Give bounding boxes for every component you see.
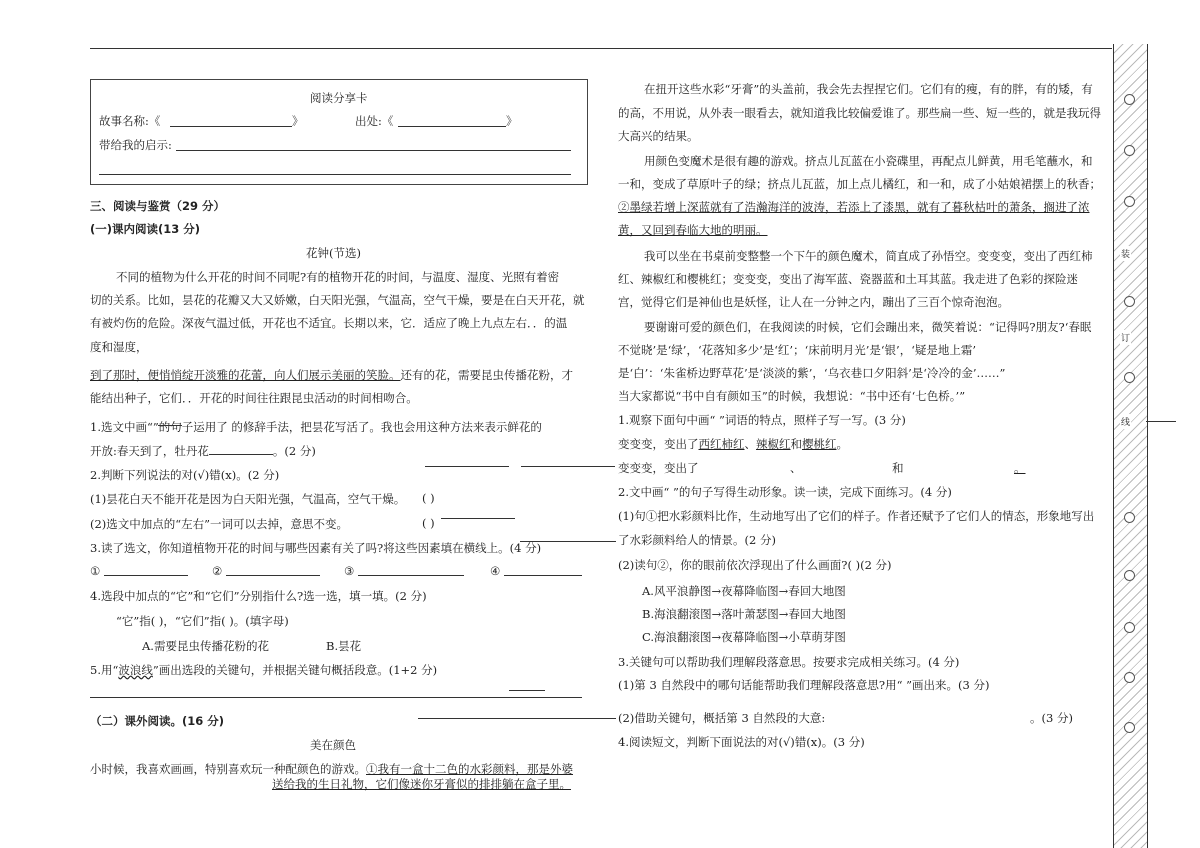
binding-hole-icon xyxy=(1124,512,1135,523)
question-text: 和 xyxy=(790,437,802,451)
underlined-sentence: ①我有一盒十二色的水彩颜料，那是外婆 xyxy=(366,762,573,776)
paragraph-line: 能结出种子，它们．．开花的时间往往跟昆虫活动的时间相吻合。 xyxy=(90,391,418,405)
source-blank[interactable] xyxy=(398,126,506,127)
strike-mark xyxy=(158,425,182,426)
answer-blank[interactable] xyxy=(209,443,273,455)
question-text: 1.选文中画“ xyxy=(90,420,153,434)
blank-label: ① xyxy=(90,564,101,578)
answer-blank[interactable] xyxy=(90,697,582,698)
answer-paren[interactable]: ( ) xyxy=(422,491,435,505)
paragraph-line xyxy=(90,761,573,777)
question-4: 4.阅读短文，判断下面说法的对(√)错(x)。(3 分) xyxy=(618,735,865,749)
answer-blank[interactable] xyxy=(425,466,509,467)
paragraph-line: 大高兴的结果。 xyxy=(618,129,699,143)
wave-line-label: 波浪线 xyxy=(118,663,153,677)
question-text: 开放:春天到了，牡丹花 xyxy=(90,444,209,458)
paragraph-line: 切的关系。比如，昙花的花瓣又大又娇嫩，白天阳光强，气温高，空气干燥，要是在白天开花，就 xyxy=(90,293,585,307)
question-text: 。 xyxy=(836,437,848,451)
answer-blank[interactable] xyxy=(504,575,582,576)
blank-label: ④ xyxy=(490,564,501,578)
question-3-2: (2)借助关键句，概括第 3 自然段的大意: xyxy=(618,711,826,725)
option-a: A.风平浪静图→夜幕降临图→春回大地图 xyxy=(642,584,846,598)
passage2-title: 美在颜色 xyxy=(310,738,356,752)
insight-blank-2[interactable] xyxy=(99,174,571,175)
question-text: 5.用“ xyxy=(90,663,119,677)
binding-hole-icon xyxy=(1124,94,1135,105)
example-sentence xyxy=(618,436,848,452)
story-name-close: 》 xyxy=(292,114,304,128)
underlined-sentence: 送给我的生日礼物，它们像迷你牙膏似的排排躺在盒子里。 xyxy=(272,777,571,791)
blank-label: ③ xyxy=(344,564,355,578)
question-text: ”画出选段的关键句，并根据关键句概括段意。(1+2 分) xyxy=(152,663,438,677)
question-3: 3.读了选文，你知道植物开花的时间与哪些因素有关了吗?将这些因素填在横线上。(4 分) xyxy=(90,541,542,555)
option-b: B.海浪翻滚图→落叶萧瑟图→春回大地图 xyxy=(642,607,846,621)
answer-blank[interactable] xyxy=(358,575,464,576)
question-text: ”的句子运用了 的修辞手法，把昙花写活了。我也会用这种方法来表示鲜花的 xyxy=(152,420,542,434)
binding-hole-icon xyxy=(1124,722,1135,733)
question-2-2: (2)读句②，你的眼前依次浮现出了什么画面?( )(2 分) xyxy=(618,558,892,572)
question-2-2: (2)选文中加点的“左右”一词可以去掉，意思不变。 xyxy=(90,517,349,531)
paragraph-line: 度和湿度， xyxy=(90,340,148,354)
question-1 xyxy=(90,419,542,435)
question-2-1-line2: 了水彩颜料给人的情景。(2 分) xyxy=(618,533,776,547)
source-label: 出处:《 xyxy=(355,114,394,128)
question-2-1: (1)昙花白天不能开花是因为白天阳光强，气温高，空气干燥。 xyxy=(90,492,406,506)
binding-hole-icon xyxy=(1124,296,1135,307)
question-3: 3.关键句可以帮助我们理解段落意思。按要求完成相关练习。(4 分) xyxy=(618,655,960,669)
question-1: 1.观察下面句中画“ ”词语的特点，照样子写一写。(3 分) xyxy=(618,413,906,427)
question-4-line2: “它”指( )，“它们”指( )。(填字母) xyxy=(116,614,289,628)
fill-separator: 和 xyxy=(892,461,904,475)
underlined-sentence: 黄，又回到春临大地的明丽。 xyxy=(618,223,768,237)
binding-hole-icon xyxy=(1124,372,1135,383)
paragraph-line: 一和，变成了草原叶子的绿；挤点儿瓦蓝，加上点儿橘红，和一和，成了小姑娘裙摆上的秋香； xyxy=(618,177,1101,191)
paragraph-line: 当大家都说“书中自有颜如玉”的时候，我想说：“书中还有‘七色桥。’” xyxy=(618,389,966,403)
answer-blank[interactable] xyxy=(104,575,188,576)
underlined-sentence: 到了那时，便悄悄绽开淡雅的花蕾，向人们展示美丽的笑脸。 xyxy=(90,368,401,382)
paragraph-line: 是‘白’：‘朱雀桥边野草花’是‘淡淡的紫’，‘乌衣巷口夕阳斜’是‘冷冷的金’……” xyxy=(618,366,1006,380)
answer-paren[interactable]: ( ) xyxy=(422,516,435,530)
binding-hole-icon xyxy=(1124,570,1135,581)
question-text: 变变变，变出了 xyxy=(618,437,699,451)
underlined-word: 辣椒红 xyxy=(756,437,791,451)
cut-line xyxy=(1146,421,1176,422)
source-close: 》 xyxy=(506,114,518,128)
part2-title: （二）课外阅读。(16 分) xyxy=(90,714,225,728)
binding-label: 线 xyxy=(1120,414,1131,429)
paragraph-line: 的高，不用说，从外表一眼看去，就知道我比较偏爱谁了。那些扁一些、短一些的，就是我玩得 xyxy=(618,106,1101,120)
question-4: 4.选段中加点的“它”和“它们”分别指什么?选一选，填一填。(2 分) xyxy=(90,589,427,603)
passage-title: 花钟(节选) xyxy=(306,246,361,260)
question-2-1: (1)句①把水彩颜料比作，生动地写出了它们的样子。作者还赋予了它们人的情态，形象地写出 xyxy=(618,509,1095,523)
paragraph-text: 还有的花，需要昆虫传播花粉，才 xyxy=(400,368,573,382)
question-5 xyxy=(90,662,437,678)
question-1-line2 xyxy=(90,443,316,459)
question-text: 、 xyxy=(744,437,756,451)
underlined-word: 西红柿红 xyxy=(698,437,745,451)
question-text: 。(2 分) xyxy=(272,444,316,458)
answer-blank[interactable] xyxy=(226,575,320,576)
paragraph-line: 用颜色变魔术是很有趣的游戏。挤点儿瓦蓝在小瓷碟里，再配点儿鲜黄，用毛笔蘸水，和 xyxy=(644,154,1093,168)
paragraph-line: 在扭开这些水彩“牙膏”的头盖前，我会先去捏捏它们。它们有的瘦，有的胖，有的矮，有 xyxy=(644,82,1093,96)
paragraph-line: 有被灼伤的危险。深夜气温过低，开花也不适宜。长期以来，它．适应了晚上九点左右．．的温 xyxy=(90,316,568,330)
top-rule xyxy=(90,48,1112,49)
story-name-label: 故事名称:《 xyxy=(99,114,161,128)
blank-label: ② xyxy=(212,564,223,578)
card-title: 阅读分享卡 xyxy=(310,91,368,105)
paragraph-line: 不觉晓’是‘绿’，‘花落知多少’是‘红’；‘床前明月光’是‘银’，‘疑是地上霜’ xyxy=(618,343,977,357)
paragraph-line: 要谢谢可爱的颜色们，在我阅读的时候，它们会蹦出来，微笑着说：“记得吗?朋友?‘春眠 xyxy=(644,320,1092,334)
binding-hole-icon xyxy=(1124,196,1135,207)
option-c: C.海浪翻滚图→夜幕降临图→小草萌芽图 xyxy=(642,630,846,644)
section-title: 三、阅读与鉴赏（29 分） xyxy=(90,199,226,213)
binding-label: 装 xyxy=(1120,246,1131,261)
paragraph-line: 我可以坐在书桌前变整整一个下午的颜色魔术，简直成了孙悟空。变变变，变出了西红柿 xyxy=(644,249,1093,263)
underlined-sentence: ②墨绿若增上深蓝就有了浩瀚海洋的波涛，若添上了漆黑，就有了暮秋枯叶的萧条，搁进了浓 xyxy=(618,200,1090,214)
story-name-blank[interactable] xyxy=(170,126,292,127)
question-2: 2.文中画“ ”的句子写得生动形象。读一读，完成下面练习。(4 分) xyxy=(618,485,952,499)
option-a: A.需要昆虫传播花粉的花 xyxy=(142,639,269,653)
binding-hole-icon xyxy=(1124,672,1135,683)
answer-blank[interactable] xyxy=(441,518,515,519)
fill-separator: 、 xyxy=(790,461,802,475)
binding-hole-icon xyxy=(1124,622,1135,633)
paragraph-line: 红、辣椒红和樱桃红；变变变，变出了海军蓝、瓷器蓝和土耳其蓝。我走进了色彩的探险迷 xyxy=(618,272,1078,286)
fill-end: 。 xyxy=(1014,461,1026,475)
paragraph-line: 宫，觉得它们是神仙也是妖怪，让人在一分钟之内，蹦出了三百个惊奇泡泡。 xyxy=(618,295,1009,309)
paragraph-line xyxy=(90,367,573,383)
answer-blank[interactable] xyxy=(509,690,545,691)
insight-label: 带给我的启示: xyxy=(99,138,172,152)
binding-hole-icon xyxy=(1124,145,1135,156)
paragraph-line: 不同的植物为什么开花的时间不同呢?有的植物开花的时间，与温度、湿度、光照有着密 xyxy=(116,270,560,284)
paragraph-text: 小时候，我喜欢画画，特别喜欢玩一种配颜色的游戏。 xyxy=(90,762,366,776)
fill-sentence: 变变变，变出了 xyxy=(618,461,699,475)
answer-blank[interactable] xyxy=(418,718,616,719)
binding-label: 订 xyxy=(1120,330,1131,345)
answer-blank[interactable] xyxy=(520,541,616,542)
question-2: 2.判断下列说法的对(√)错(x)。(2 分) xyxy=(90,468,280,482)
question-3-2-score: 。(3 分) xyxy=(1030,711,1073,725)
question-3-1: (1)第 3 自然段中的哪句话能帮助我们理解段落意思?用“ ”画出来。(3 分) xyxy=(618,678,990,692)
answer-blank[interactable] xyxy=(521,466,615,467)
option-b: B.昙花 xyxy=(326,639,362,653)
underlined-word: 樱桃红 xyxy=(802,437,837,451)
insight-blank-1[interactable] xyxy=(176,150,571,151)
part1-title: (一)课内阅读(13 分) xyxy=(90,222,201,236)
